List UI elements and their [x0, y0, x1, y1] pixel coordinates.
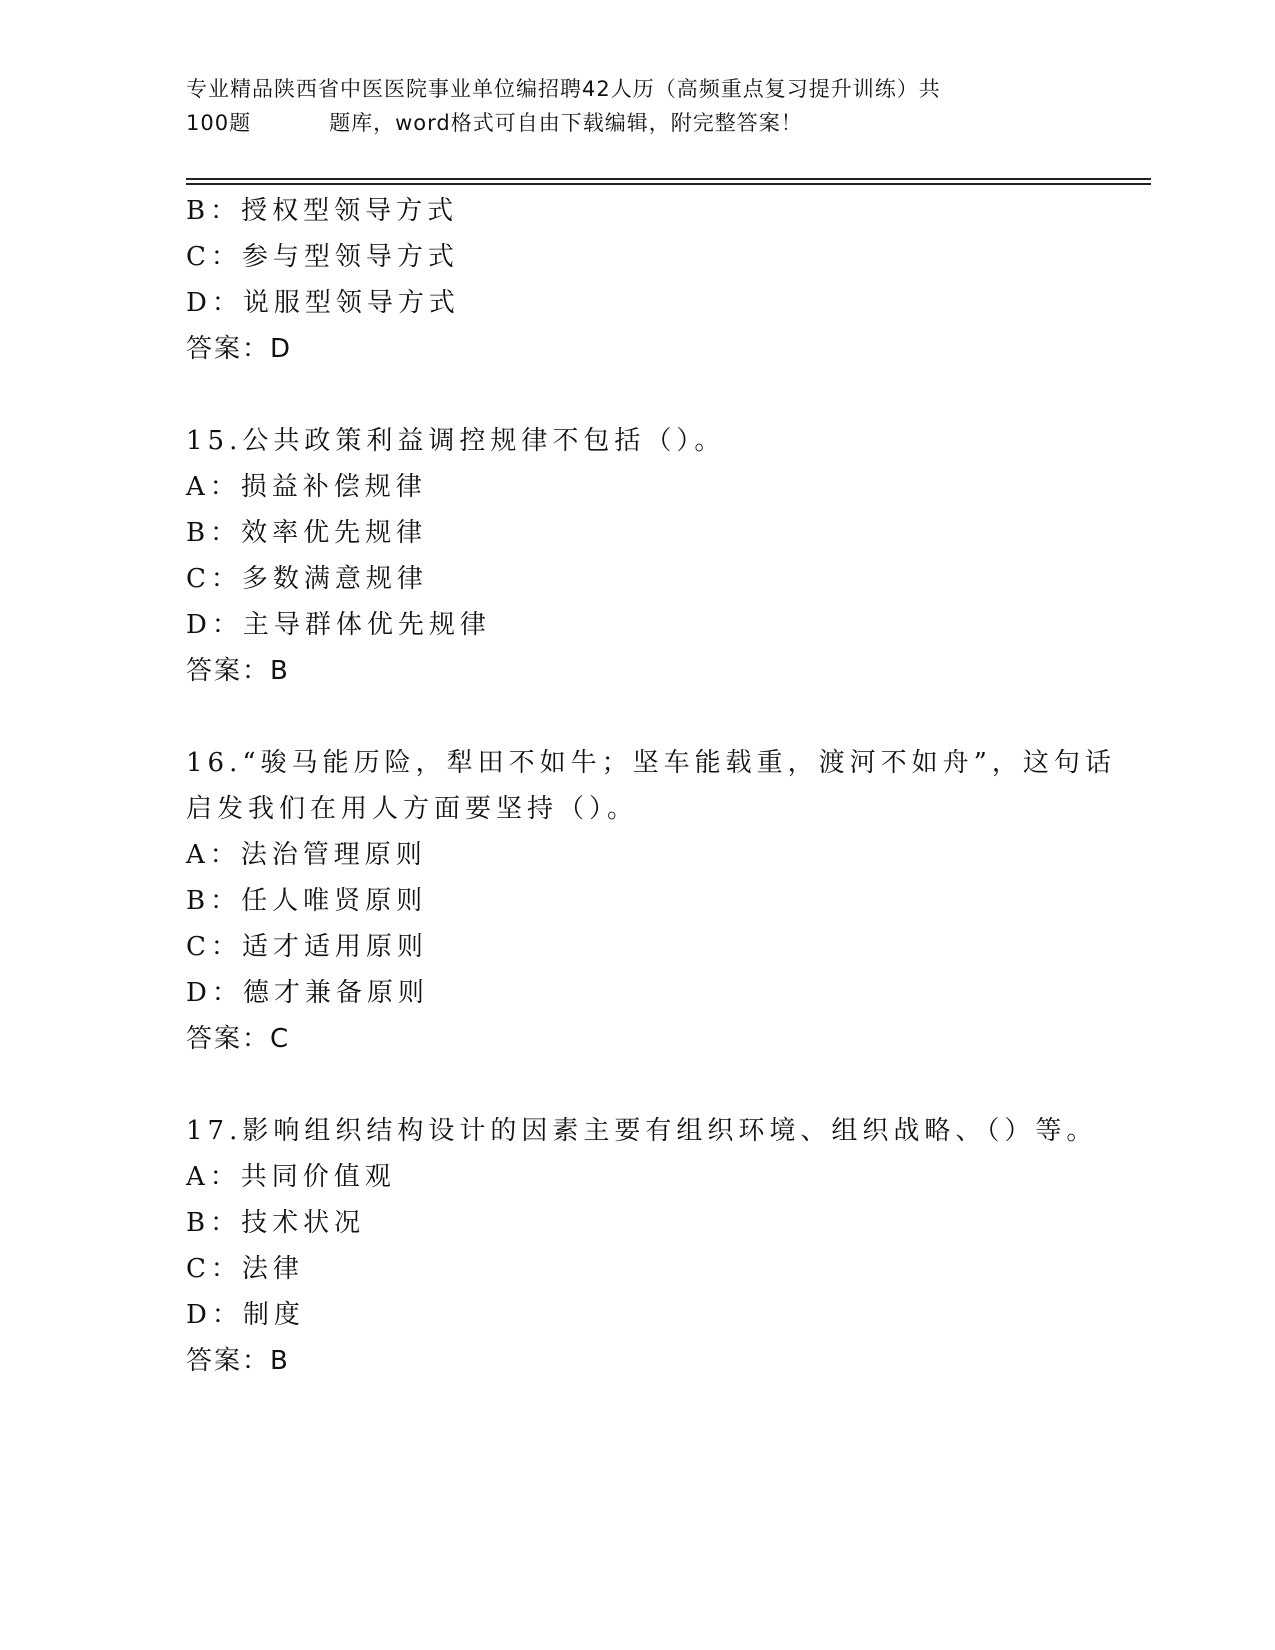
question-16: [186, 740, 1151, 1062]
question-14-continued: [186, 188, 1151, 372]
document-body: [186, 188, 1151, 1384]
answer: 答案：D: [186, 334, 293, 364]
header-rule-top: [186, 178, 1151, 180]
question-title-continued: 启发我们在用人方面要坚持（）。: [186, 794, 639, 824]
header-rule-bottom: [186, 183, 1151, 185]
question-title: 17.影响组织结构设计的因素主要有组织环境、组织战略、（）等。: [186, 1116, 1098, 1146]
header-line-2-count: 100题: [186, 111, 252, 135]
option-b: B：任人唯贤原则: [186, 886, 428, 916]
question-17: [186, 1108, 1151, 1384]
option-d: D：德才兼备原则: [186, 978, 429, 1008]
option-a: A：共同价值观: [186, 1162, 396, 1192]
header-line-2-desc: 题库，word格式可自由下载编辑，附完整答案！: [329, 111, 803, 135]
option-c: C：多数满意规律: [186, 564, 428, 594]
option-a: A：损益补偿规律: [186, 472, 427, 502]
option-d: D：制度: [186, 1300, 305, 1330]
option-b: B：效率优先规律: [186, 518, 428, 548]
header-line-1: 专业精品陕西省中医医院事业单位编招聘42人历（高频重点复习提升训练）共: [186, 77, 941, 101]
option-b: B：授权型领导方式: [186, 196, 459, 226]
option-c: C：适才适用原则: [186, 932, 428, 962]
question-title: 16.“骏马能历险，犁田不如牛；坚车能载重，渡河不如舟”，这句话: [186, 748, 1116, 778]
document-header: [186, 72, 1066, 140]
option-d: D：说服型领导方式: [186, 288, 460, 318]
question-15: [186, 418, 1151, 694]
answer: 答案：B: [186, 1346, 290, 1376]
header-line-2: [186, 106, 1066, 140]
answer: 答案：C: [186, 1024, 291, 1054]
option-d: D：主导群体优先规律: [186, 610, 491, 640]
option-a: A：法治管理原则: [186, 840, 427, 870]
option-c: C：法律: [186, 1254, 304, 1284]
option-b: B：技术状况: [186, 1208, 366, 1238]
answer: 答案：B: [186, 656, 290, 686]
option-c: C：参与型领导方式: [186, 242, 459, 272]
question-title: 15.公共政策利益调控规律不包括（）。: [186, 426, 726, 456]
